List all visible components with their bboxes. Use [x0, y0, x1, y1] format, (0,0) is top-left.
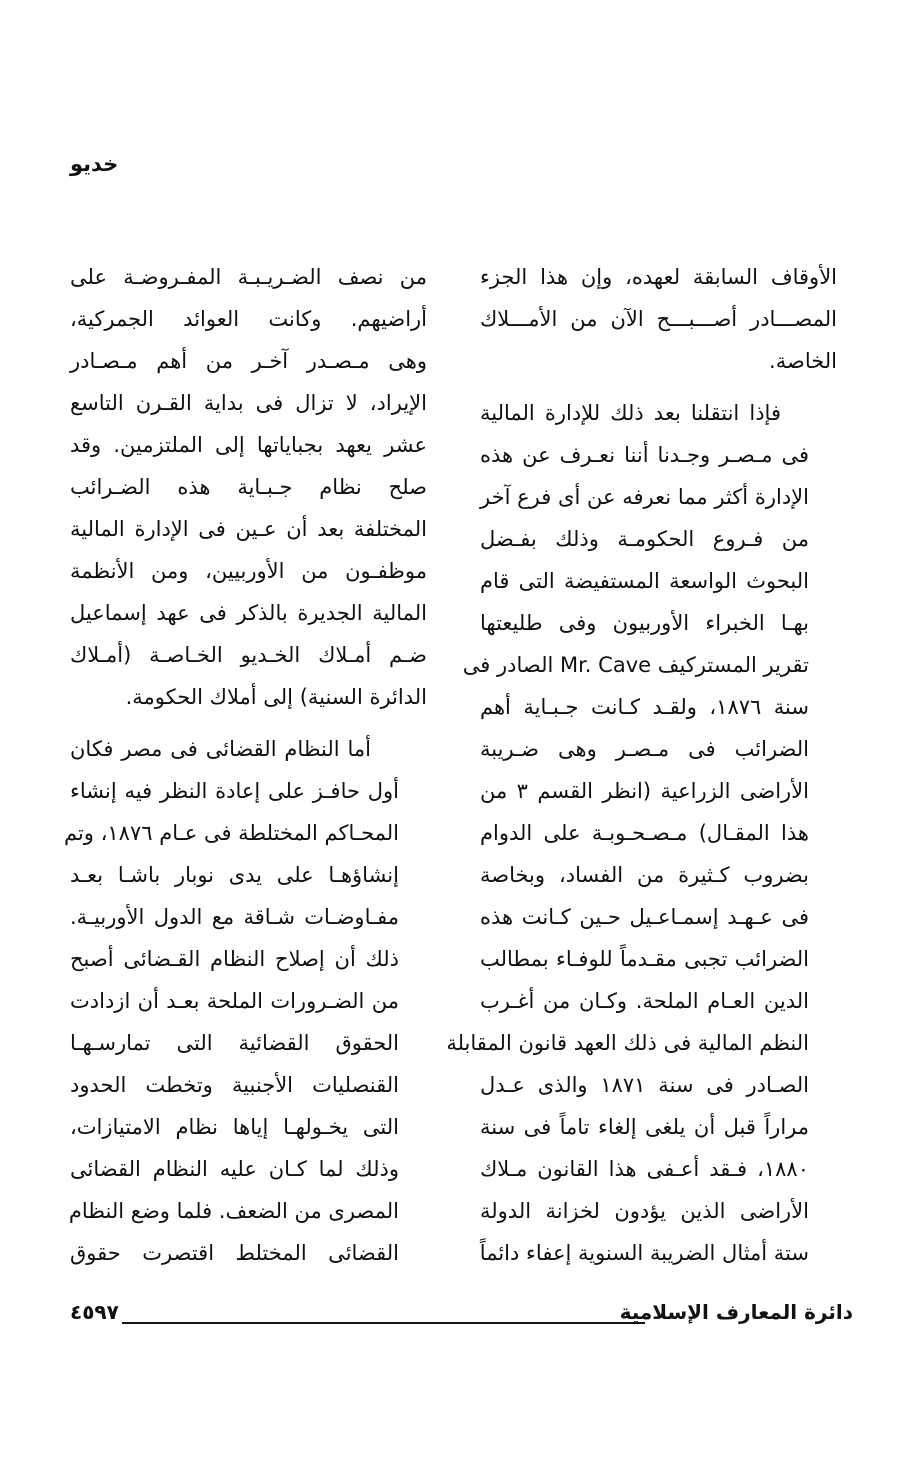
right-column [446, 256, 837, 1274]
text-line: أما النظام القضائى فى مصر فكان [70, 737, 371, 761]
text-line: فإذا انتقلنا بعد ذلك للإدارة المالية [480, 401, 781, 425]
text-line: الإدارة أكثر مما نعرفه عن أى فرع آخر [480, 485, 809, 509]
text-line: النظم المالية فى ذلك العهد قانون المقابلة [446, 1031, 809, 1055]
left-column [63, 256, 427, 1274]
running-head: خديو [70, 152, 119, 176]
page-number: ٤٥٩٧ [70, 1300, 119, 1324]
text-line: فى مـصـر وجـدنا أننا نعـرف عن هذه [480, 443, 809, 467]
text-line: بضروب كـثيرة من الفساد، وبخاصة [480, 863, 809, 887]
text-line: مراراً قبل أن يلغى إلغاء تاماً فى سنة [480, 1115, 809, 1139]
text-line: إنشاؤهـا على يدى نوبار باشـا بعـد [70, 863, 399, 887]
text-line: المحـاكم المختلطة فى عـام ١٨٧٦، وتم [63, 821, 399, 845]
footer-title: دائرة المعارف الإسلامية [619, 1300, 853, 1324]
text-line: الخاصة. [769, 349, 837, 373]
text-line: الأراضى الذين يؤدون لخزانة الدولة [480, 1199, 809, 1223]
text-line: هذا المقـال) مـصـحـوبـة على الدوام [480, 821, 809, 845]
text-line: الإيراد، لا تزال فى بداية القـرن التاسع [70, 391, 427, 415]
text-line: الأراضى الزراعية (انظر القسم ٣ من [480, 779, 809, 803]
text-line: الدين العـام الملحة. وكـان من أغـرب [480, 989, 809, 1013]
paragraph [480, 256, 837, 382]
text-line: بهـا الخبراء الأوربيون وفى طليعتها [480, 611, 809, 635]
paragraph [70, 256, 427, 718]
text-line: ستة أمثال الضريبة السنوية إعفاء دائماً [479, 1241, 809, 1265]
text-line: سنة ١٨٧٦، ولقـد كـانت جـبـاية أهم [480, 695, 809, 719]
paragraph [446, 392, 837, 1274]
text-line: المالية الجديرة بالذكر فى عهد إسماعيل [70, 601, 427, 625]
text-line: ١٨٨٠، فـقد أعـفى هذا القانون مـلاك [480, 1157, 809, 1181]
text-line: الضرائب فى مـصـر وهى ضـريبة [480, 737, 809, 761]
text-line: تقرير المستركيف Mr. Cave الصادر فى [462, 653, 809, 677]
text-line: الضرائب تجبى مقـدماً للوفـاء بمطالب [480, 947, 809, 971]
text-line: وهى مـصـدر آخـر من أهم مـصـادر [70, 349, 427, 373]
text-line: الأوقاف السابقة لعهده، وإن هذا الجزء [480, 265, 837, 289]
text-line: المصـــادر أصـــبـــح الآن من الأمـــلاك [480, 307, 837, 331]
text-line: أول حافـز على إعادة النظر فيه إنشاء [70, 779, 399, 803]
text-line: من فـروع الحكومـة وذلك بفـضل [480, 527, 809, 551]
text-line: ذلك أن إصلاح النظام القـضائى أصبح [70, 947, 399, 971]
text-line: المصرى من الضعف. فلما وضع النظام [68, 1199, 399, 1223]
text-line: من نصف الضـريـبـة المفـروضـة على [70, 265, 427, 289]
text-line: أراضيهم. وكانت العوائد الجمركية، [70, 307, 427, 331]
text-line: عشر يعهد بجباياتها إلى الملتزمين. وقد [70, 433, 427, 457]
text-line: المختلفة بعد أن عـين فى الإدارة المالية [70, 517, 427, 541]
text-line: موظفـون من الأوربيين، ومن الأنظمة [70, 559, 427, 583]
text-line: البحوث الواسعة المستفيضة التى قام [480, 569, 809, 593]
page-footer [70, 1300, 853, 1336]
text-line: القضائى المختلط اقتصرت حقوق [70, 1241, 399, 1265]
text-line: فى عـهـد إسمـاعـيل حـين كـانت هذه [480, 905, 809, 929]
text-line: الحقوق القضائية التى تمارسـهـا [70, 1031, 399, 1055]
text-line: صلح نظام جـبـاية هذه الضـرائب [70, 475, 427, 499]
text-line: ضـم أمـلاك الخـديو الخـاصـة (أمـلاك [70, 643, 427, 667]
text-line: من الضـرورات الملحة بعـد أن ازدادت [70, 989, 399, 1013]
text-line: وذلك لما كـان عليه النظام القضائى [70, 1157, 399, 1181]
footer-rule [122, 1322, 645, 1324]
text-line: الصـادر فى سنة ١٨٧١ والذى عـدل [480, 1073, 809, 1097]
text-line: التى يخـولهـا إياها نظام الامتيازات، [70, 1115, 399, 1139]
text-line: القنصليات الأجنبية وتخطت الحدود [70, 1073, 399, 1097]
text-line: مفـاوضـات شـاقة مع الدول الأوربيـة. [70, 905, 399, 929]
paragraph [63, 728, 427, 1274]
text-line: الدائرة السنية) إلى أملاك الحكومة. [125, 685, 427, 709]
